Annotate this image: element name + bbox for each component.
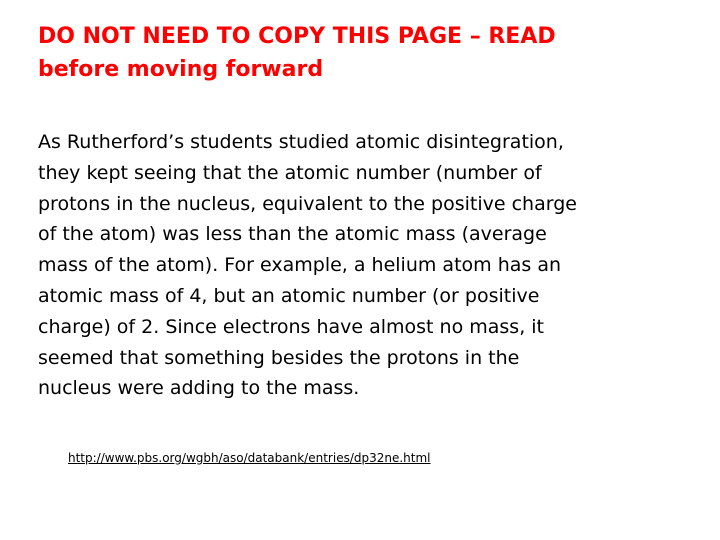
- page-title: [38, 20, 698, 86]
- title-line-2: before moving forward: [38, 57, 324, 82]
- body-line: of the atom) was less than the atomic mass (average: [38, 223, 547, 246]
- body-line: nucleus were adding to the mass.: [38, 377, 360, 400]
- body-line: mass of the atom). For example, a helium atom has an: [38, 254, 562, 277]
- source-link[interactable]: http://www.pbs.org/wgbh/aso/databank/entries/dp32ne.html: [68, 451, 431, 465]
- body-line: they kept seeing that the atomic number (number of: [38, 161, 542, 184]
- body-line: seemed that something besides the protons in the: [38, 346, 520, 369]
- body-paragraph: [38, 127, 708, 404]
- body-line: charge) of 2. Since electrons have almost no mass, it: [38, 315, 545, 338]
- title-line-1: DO NOT NEED TO COPY THIS PAGE – READ: [38, 24, 556, 49]
- body-line: atomic mass of 4, but an atomic number (or positive: [38, 284, 540, 307]
- body-line: protons in the nucleus, equivalent to the positive charge: [38, 192, 577, 215]
- body-line: As Rutherford’s students studied atomic disintegration,: [38, 131, 564, 153]
